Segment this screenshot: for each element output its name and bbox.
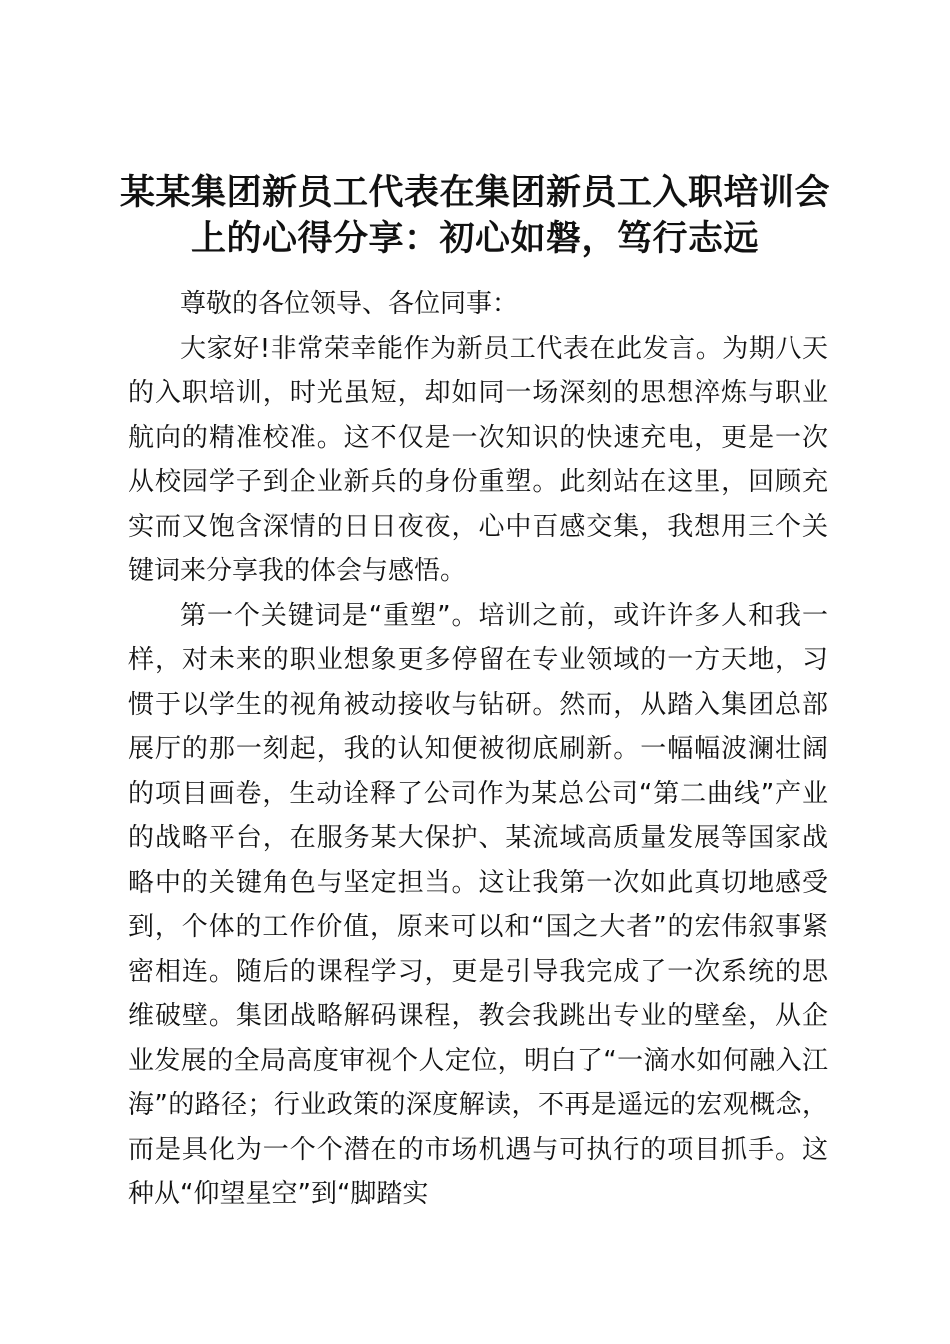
title-line-2: 上的心得分享：初心如磐，笃行志远 bbox=[190, 219, 759, 259]
salutation: 尊敬的各位领导、各位同事： bbox=[180, 289, 519, 319]
paragraph-keyword-one: 第一个关键词是“重塑”。培训之前，或许许多人和我一样，对未来的职业想象更多停留在专业领域的一方天地，习惯于以学生的视角被动接收与钻研。然而，从踏入集团总部展厅的那一刻起，我的认知便被彻底刷新。一幅幅波澜壮阔的项目画卷，生动诠释了公司作为某总公司“第二曲线”产业的战略平台，在服务某大保护、某流域高质量发展等国家战略中的关键角色与坚定担当。这让我第一次如此真切地感受到，个体的工作价值，原来可以和“国之大者”的宏伟叙事紧密相连。随后的课程学习，更是引导我完成了一次系统的思维破壁。集团战略解码课程，教会我跳出专业的壁垒，从企业发展的全局高度审视个人定位，明白了“一滴水如何融入江海”的路径；行业政策的深度解读，不再是遥远的宏观概念，而是具化为一个个潜在的市场机遇与可执行的项目抓手。这种从“仰望星空”到“脚踏实 bbox=[128, 600, 828, 1209]
document-title bbox=[110, 170, 840, 262]
title-line-1: 某某集团新员工代表在集团新员工入职培训会 bbox=[119, 173, 830, 213]
document-body bbox=[128, 282, 828, 1217]
paragraph-opening: 大家好!非常荣幸能作为新员工代表在此发言。为期八天的入职培训，时光虽短，却如同一场深刻的思想淬炼与职业航向的精准校准。这不仅是一次知识的快速充电，更是一次从校园学子到企业新兵的身份重塑。此刻站在这里，回顾充实而又饱含深情的日日夜夜，心中百感交集，我想用三个关键词来分享我的体会与感悟。 bbox=[128, 333, 828, 586]
